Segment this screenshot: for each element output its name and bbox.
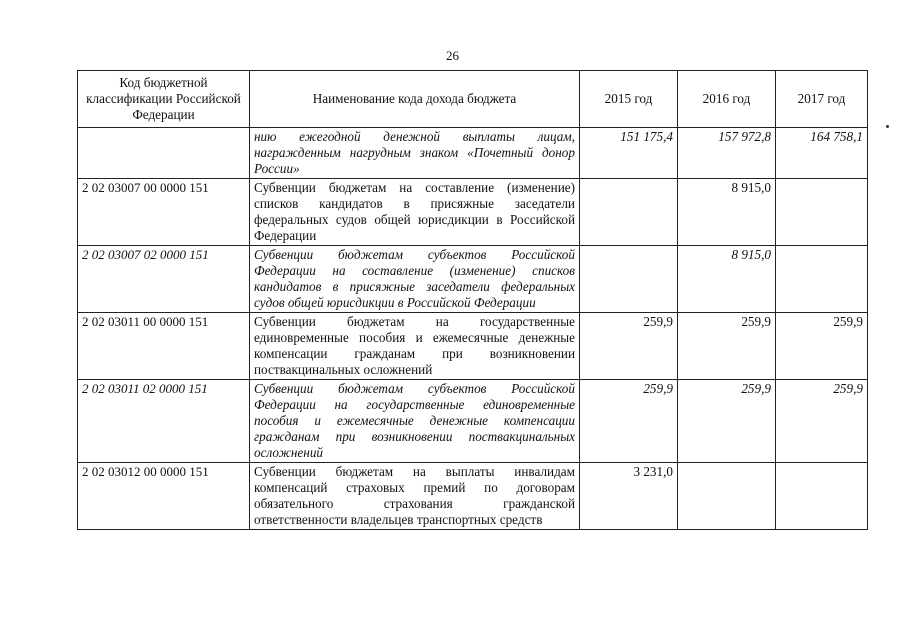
row-name: Субвенции бюджетам на государственные единовременные пособия и ежемесячные денежные компенсации гражданам при возникновении поствакцинальных осложнений bbox=[250, 313, 580, 380]
header-name: Наименование кода дохода бюджета bbox=[250, 71, 580, 128]
table-header-row bbox=[78, 71, 868, 128]
row-value-2016: 259,9 bbox=[678, 313, 776, 380]
table-row bbox=[78, 380, 868, 463]
row-name: нию ежегодной денежной выплаты лицам, награжденным нагрудным знаком «Почетный донор России» bbox=[250, 128, 580, 179]
row-value-2017: 164 758,1 bbox=[776, 128, 868, 179]
row-code: 2 02 03011 00 0000 151 bbox=[78, 313, 250, 380]
row-name: Субвенции бюджетам субъектов Российской Федерации на составление (изменение) списков кандидатов в присяжные заседатели федеральных судов общей юрисдикции в Российской Федерации bbox=[250, 246, 580, 313]
row-code bbox=[78, 128, 250, 179]
row-value-2016: 8 915,0 bbox=[678, 179, 776, 246]
row-value-2015: 151 175,4 bbox=[580, 128, 678, 179]
row-value-2017 bbox=[776, 179, 868, 246]
row-value-2015: 3 231,0 bbox=[580, 463, 678, 530]
row-code: 2 02 03011 02 0000 151 bbox=[78, 380, 250, 463]
row-value-2017: 259,9 bbox=[776, 380, 868, 463]
row-value-2015: 259,9 bbox=[580, 313, 678, 380]
row-code: 2 02 03012 00 0000 151 bbox=[78, 463, 250, 530]
row-name: Субвенции бюджетам на выплаты инвалидам компенсаций страховых премий по договорам обязательного страхования гражданской ответственности владельцев транспортных средств bbox=[250, 463, 580, 530]
row-value-2016 bbox=[678, 463, 776, 530]
table-row bbox=[78, 179, 868, 246]
row-value-2015 bbox=[580, 246, 678, 313]
scan-speck bbox=[886, 125, 889, 128]
row-code: 2 02 03007 02 0000 151 bbox=[78, 246, 250, 313]
row-value-2017 bbox=[776, 246, 868, 313]
row-code: 2 02 03007 00 0000 151 bbox=[78, 179, 250, 246]
header-2017: 2017 год bbox=[776, 71, 868, 128]
table-row bbox=[78, 246, 868, 313]
header-2016: 2016 год bbox=[678, 71, 776, 128]
row-name: Субвенции бюджетам на составление (изменение) списков кандидатов в присяжные заседатели федеральных судов общей юрисдикции в Российской Федерации bbox=[250, 179, 580, 246]
header-2015: 2015 год bbox=[580, 71, 678, 128]
table-row bbox=[78, 128, 868, 179]
row-value-2016: 157 972,8 bbox=[678, 128, 776, 179]
table-row bbox=[78, 313, 868, 380]
budget-revenue-table bbox=[77, 70, 868, 530]
row-value-2016: 8 915,0 bbox=[678, 246, 776, 313]
row-value-2015: 259,9 bbox=[580, 380, 678, 463]
page-number: 26 bbox=[446, 48, 459, 63]
row-value-2017 bbox=[776, 463, 868, 530]
row-name: Субвенции бюджетам субъектов Российской Федерации на государственные единовременные пособия и ежемесячные денежные компенсации гражданам при возникновении поствакцинальных осложнений bbox=[250, 380, 580, 463]
row-value-2015 bbox=[580, 179, 678, 246]
row-value-2016: 259,9 bbox=[678, 380, 776, 463]
header-code: Код бюджетной классификации Российской Федерации bbox=[78, 71, 250, 128]
table-row bbox=[78, 463, 868, 530]
row-value-2017: 259,9 bbox=[776, 313, 868, 380]
